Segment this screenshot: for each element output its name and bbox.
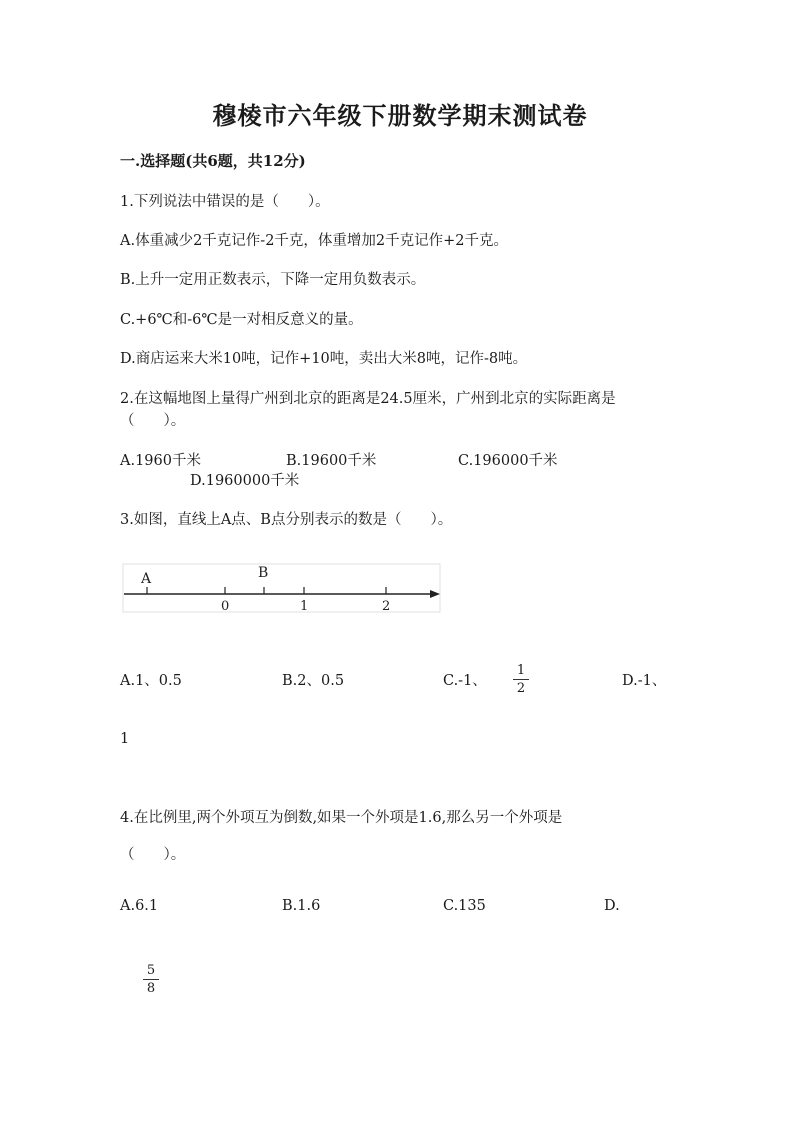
fraction-bar <box>513 679 529 680</box>
question-4-stem-line2: （ ）。 <box>120 847 186 863</box>
question-1-option-b: B.上升一定用正数表示，下降一定用负数表示。 <box>120 272 426 288</box>
question-3-option-b: B.2、0.5 <box>282 673 345 689</box>
fraction-denominator: 8 <box>146 981 156 996</box>
page-title: 穆棱市六年级下册数学期末测试卷 <box>212 101 588 130</box>
number-line-figure <box>118 560 448 616</box>
tick-label-1: 1 <box>300 599 309 614</box>
question-3-option-c-fraction <box>513 664 529 695</box>
tick-label-0: 0 <box>221 599 230 614</box>
question-2-option-a: A.1960千米 <box>120 453 201 469</box>
section-heading: 一.选择题(共6题，共12分) <box>120 152 306 170</box>
question-2-stem-line2: （ ）。 <box>120 413 186 429</box>
question-3-option-d: D.-1、 <box>622 673 667 689</box>
question-1-option-a: A.体重减少2千克记作-2千克，体重增加2千克记作+2千克。 <box>120 233 509 249</box>
fraction-denominator: 2 <box>516 681 526 696</box>
label-b: B <box>258 565 269 581</box>
question-3-stem: 3.如图，直线上A点、B点分别表示的数是（ ）。 <box>120 512 453 528</box>
question-4-option-d-fraction <box>143 964 159 995</box>
fraction-numerator: 1 <box>516 663 526 678</box>
question-3-option-c: C.-1、 <box>443 673 487 689</box>
question-1-stem: 1.下列说法中错误的是（ ）。 <box>120 194 330 210</box>
question-2-option-d: D.1960000千米 <box>190 473 300 489</box>
question-3-option-d-continued: 1 <box>120 731 130 747</box>
figure-border <box>123 564 440 612</box>
question-2-option-b: B.19600千米 <box>286 453 377 469</box>
question-2-option-c: C.196000千米 <box>458 453 558 469</box>
tick-label-2: 2 <box>382 599 391 614</box>
question-3-option-a: A.1、0.5 <box>120 673 182 689</box>
question-4-stem-line1: 4.在比例里,两个外项互为倒数,如果一个外项是1.6,那么另一个外项是 <box>120 810 563 826</box>
question-4-option-c: C.135 <box>443 898 486 914</box>
question-4-option-a: A.6.1 <box>120 898 159 914</box>
question-1-option-d: D.商店运来大米10吨，记作+10吨，卖出大米8吨，记作-8吨。 <box>120 351 528 367</box>
fraction-bar <box>143 979 159 980</box>
label-a: A <box>141 571 152 587</box>
question-2-stem-line1: 2.在这幅地图上量得广州到北京的距离是24.5厘米，广州到北京的实际距离是 <box>120 391 616 407</box>
question-4-option-d: D. <box>604 898 620 914</box>
question-4-option-b: B.1.6 <box>282 898 321 914</box>
question-1-option-c: C.+6℃和-6℃是一对相反意义的量。 <box>120 312 363 328</box>
fraction-numerator: 5 <box>146 963 156 978</box>
